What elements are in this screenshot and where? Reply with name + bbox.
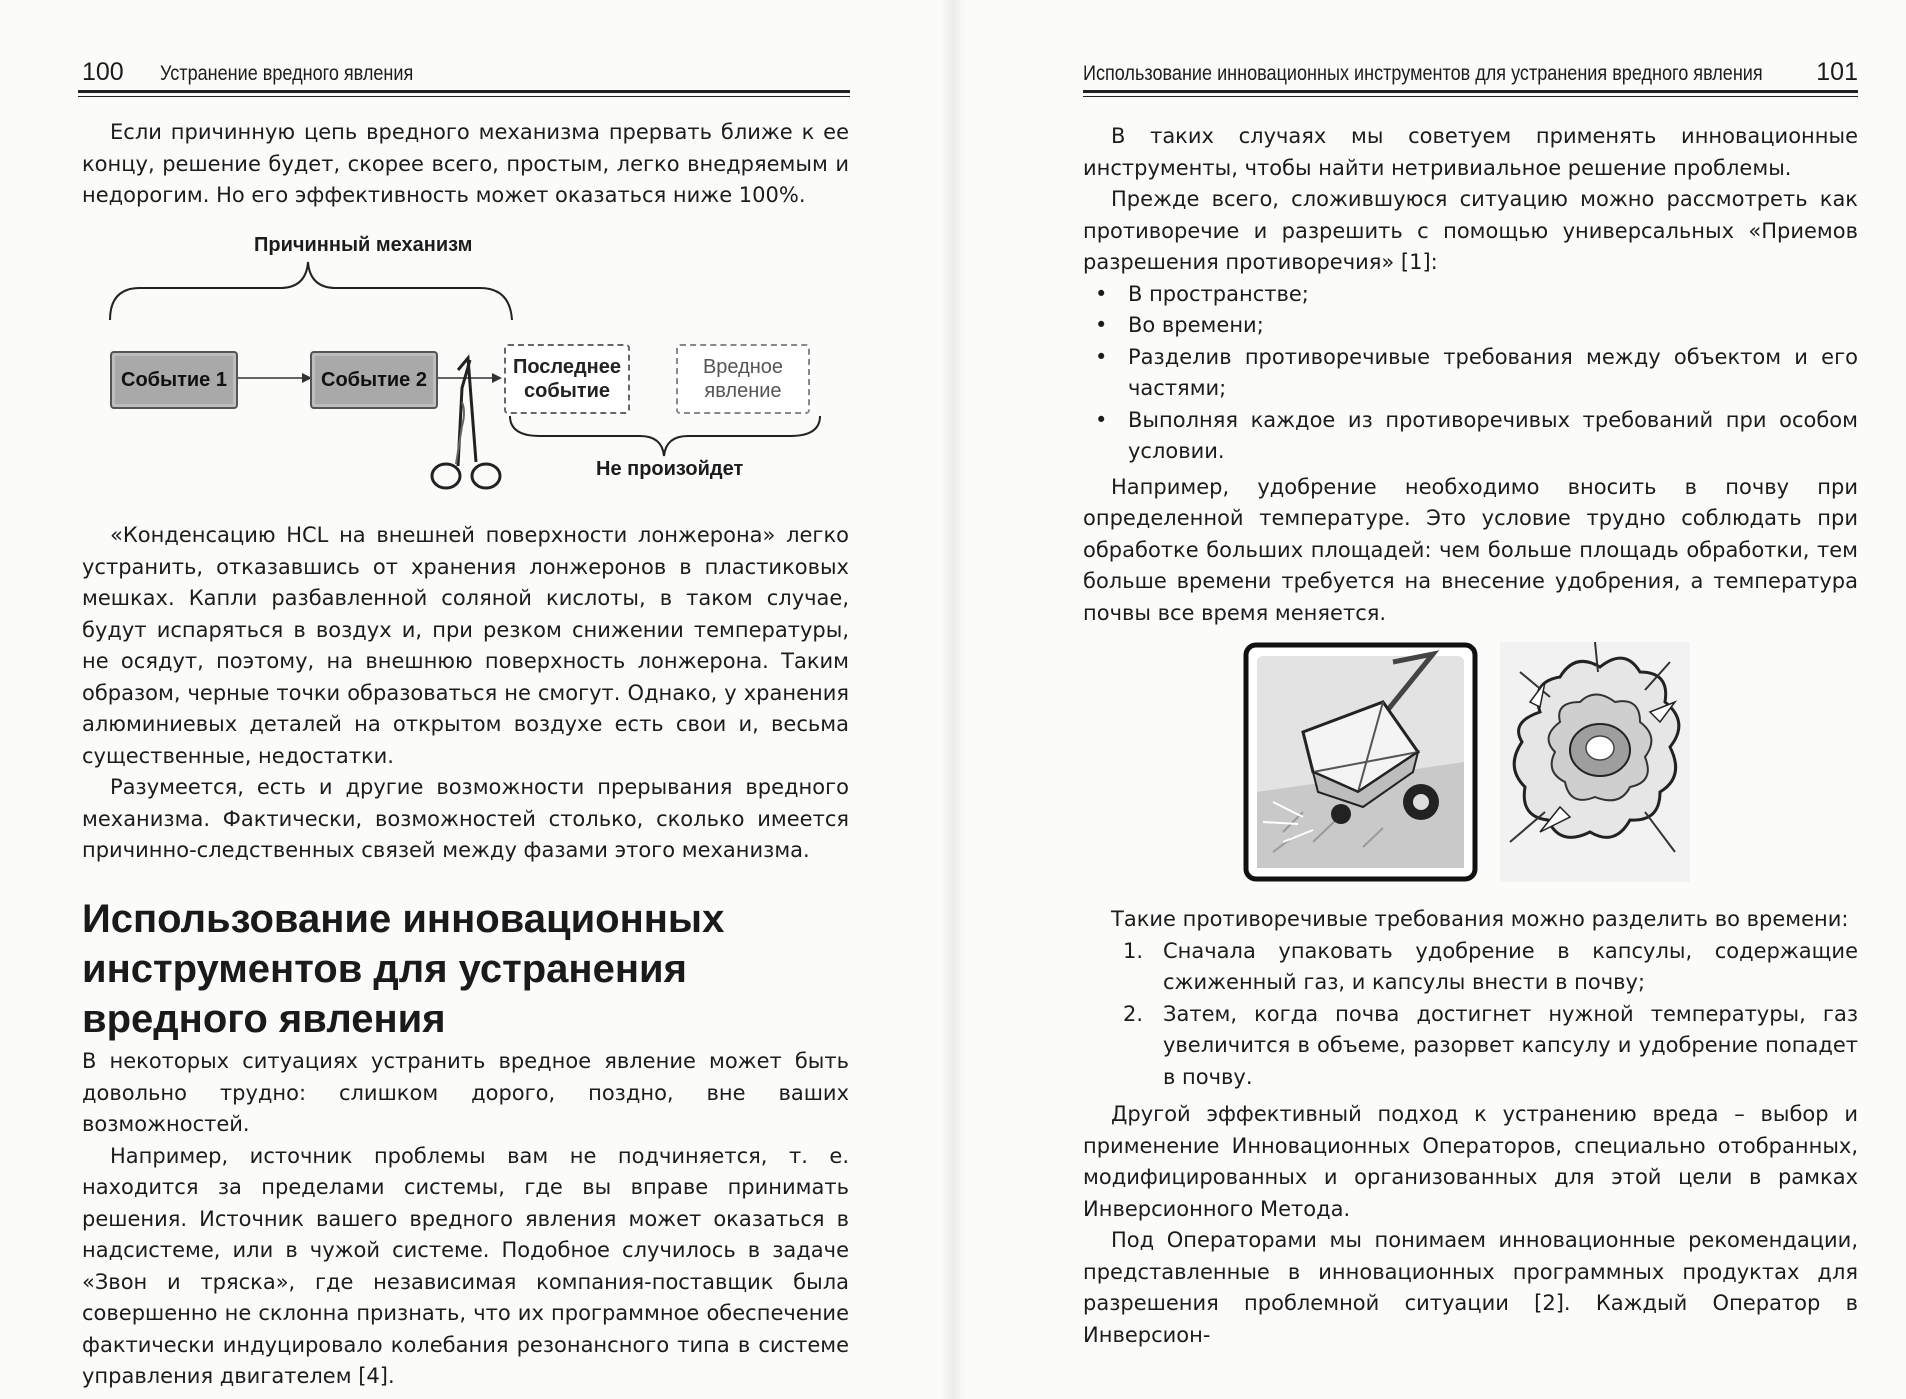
- event-2-box: Событие 2: [310, 351, 438, 409]
- list-number: 1.: [1123, 938, 1144, 963]
- list-item: • Разделив противоречивые требования между объектом и его частями;: [1083, 342, 1858, 405]
- header-rule: [1083, 90, 1858, 93]
- list-item: • Во времени;: [1083, 310, 1858, 342]
- left-para-1: [82, 117, 849, 212]
- paragraph: В некоторых ситуациях устранить вредное явление может быть довольно трудно: слишком дорого, поздно, вне ваших возможностей.: [82, 1049, 849, 1136]
- bullet-list: [1083, 279, 1858, 468]
- diagram-bottom-label: Не произойдет: [596, 458, 744, 480]
- paragraph: Другой эффективный подход к устранению вреда – выбор и применение Инновационных Операторов, специально отобранных, модифицированных и организованных для этой цели в рамках Инверсионного Метода.: [1083, 1102, 1858, 1221]
- section-heading: Использование инновационных инструментов для устранения вредного явления: [82, 897, 725, 1041]
- paragraph: Под Операторами мы понимаем инновационные рекомендации, представленные в инновационных программных продуктах для разрешения проблемной ситуации [2]. Каждый Оператор в Инверсион-: [1083, 1228, 1858, 1347]
- list-text: Затем, когда почва достигнет нужной температуры, газ увеличится в объеме, разорвет капсулу и удобрение попадет в почву.: [1163, 1001, 1858, 1089]
- header-rule: [78, 90, 850, 93]
- paragraph: Например, источник проблемы вам не подчиняется, т. е. находится за пределами системы, где вы вправе принимать решения. Источник вашего вредного явления может оказаться в надсистеме, или в чужой системе. Подобное случилось в задаче «Звон и тряска», где независимая компания-поставщик была совершенно не склонна признать, что их программное обеспечение фактически индуцировало колебания резонансного типа в системе управления двигателем [4].: [82, 1143, 849, 1388]
- right-running-head-text: Использование инновационных инструментов для устранения вредного явления: [1083, 62, 1763, 85]
- list-item: • Выполняя каждое из противоречивых требований при особом условии.: [1083, 405, 1858, 468]
- event-1-box: Событие 1: [110, 351, 238, 409]
- fertilizer-spreader-image: [1243, 642, 1478, 882]
- top-brace: [110, 262, 512, 320]
- capsule-burst-image: [1500, 642, 1690, 882]
- right-page-number: 101: [1816, 58, 1858, 86]
- paragraph: В таких случаях мы советуем применять инновационные инструменты, чтобы найти нетривиальное решение проблемы.: [1083, 124, 1858, 180]
- left-running-head: [78, 54, 850, 100]
- bottom-brace: [510, 416, 820, 456]
- causal-mechanism-diagram: [100, 230, 860, 490]
- header-rule-thin: [1083, 96, 1858, 97]
- paragraph: «Конденсацию HCL на внешней поверхности лонжерона» легко устранить, отказавшись от хранения лонжеронов в пластиковых мешках. Капли разбавленной соляной кислоты, в таком случае, будут испаряться в воздух и, при резком снижении температуры, не осядут, поэтому, на внешнюю поверхность лонжерона. Таким образом, черные точки образоваться не смогут. Однако, у хранения алюминиевых деталей на открытом воздухе есть свои и, весьма существенные, недостатки.: [82, 523, 849, 768]
- list-number: 2.: [1123, 1001, 1144, 1026]
- list-text: Сначала упаковать удобрение в капсулы, содержащие сжиженный газ, и капсулы внести в почву;: [1163, 938, 1858, 994]
- diagram-top-label: Причинный механизм: [254, 234, 473, 256]
- last-event-box: Последнее событие: [504, 344, 630, 414]
- right-text-block-1: [1083, 121, 1858, 629]
- right-running-head: [1083, 54, 1858, 100]
- paragraph: Такие противоречивые требования можно разделить во времени:: [1111, 907, 1849, 931]
- paragraph: Например, удобрение необходимо вносить в почву при определенной температуре. Это условие трудно соблюдать при обработке больших площадей: чем больше площадь обработки, тем больше времени требуется на внесение удобрения, а температура почвы все время меняется.: [1083, 474, 1858, 625]
- left-page-number: 100: [82, 58, 124, 86]
- header-rule-thin: [78, 96, 850, 97]
- left-text-block-3: [82, 1046, 849, 1393]
- left-running-head-text: Устранение вредного явления: [160, 62, 414, 85]
- left-text-block-2: [82, 520, 849, 867]
- arrow-2-head: [492, 373, 502, 383]
- harm-box: Вредное явление: [676, 344, 810, 414]
- paragraph: Прежде всего, сложившуюся ситуацию можно рассмотреть как противоречие и разрешить с помощью универсальных «Приемов разрешения противоречия» [1]:: [1083, 187, 1858, 274]
- list-item: • В пространстве;: [1083, 279, 1858, 311]
- paragraph: Если причинную цепь вредного механизма прервать ближе к ее концу, решение будет, скорее всего, простым, легко внедряемым и недорогим. Но его эффективность может оказаться ниже 100%.: [82, 120, 849, 207]
- paragraph: Разумеется, есть и другие возможности прерывания вредного механизма. Фактически, возможностей столько, сколько имеется причинно-следственных связей между фазами этого механизма.: [82, 775, 849, 862]
